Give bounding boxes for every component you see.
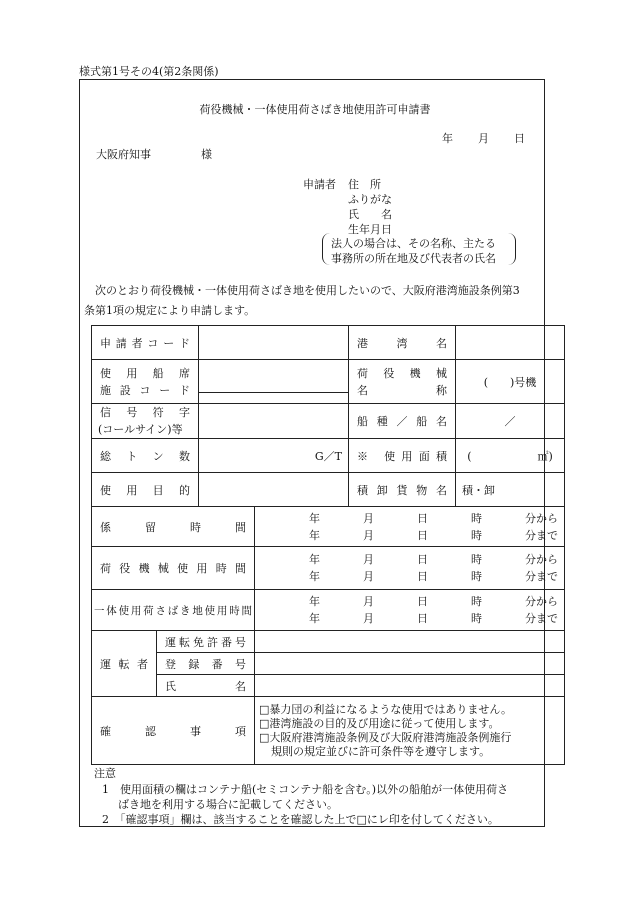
ship-type-field[interactable]: ／ (456, 404, 565, 439)
purpose-field[interactable] (199, 473, 349, 507)
applicant-code-label: 申請者コード (92, 326, 199, 360)
berth-code-label: 使用船席 施設コード (92, 360, 199, 404)
port-name-label: 港湾名 (349, 326, 456, 360)
form-code: 様式第1号その4(第2条関係) (79, 65, 219, 78)
signal-field[interactable] (199, 404, 349, 439)
machine-unit-field[interactable]: ( )号機 (456, 360, 565, 404)
mooring-time-field[interactable]: 年 月 日 時 分から 年 月 日 時 分まで (255, 507, 565, 547)
operator-label: 運転者 (92, 631, 157, 697)
signal-label: 信号符字 (コールサイン)等 (92, 404, 199, 439)
cargo-field[interactable]: 積・卸 (456, 473, 565, 507)
note-2: 2 「確認事項」欄は、該当することを確認した上で□にレ印を付してください。 (102, 813, 499, 826)
license-field[interactable] (255, 631, 565, 653)
confirm-checkbox-1[interactable]: □暴力団の利益になるような使用ではありません。 (259, 702, 513, 716)
addressee-suffix: 様 (201, 148, 212, 161)
registration-field[interactable] (255, 653, 565, 675)
yard-time-field[interactable]: 年 月 日 時 分から 年 月 日 時 分まで (255, 590, 565, 631)
addressee: 大阪府知事 (96, 148, 151, 161)
operator-name-field[interactable] (255, 675, 565, 697)
tonnage-field[interactable]: G／T (199, 439, 349, 473)
machine-time-label: 荷役機械使用時間 (92, 547, 255, 590)
confirm-items (255, 697, 565, 765)
area-label: ※ 使用面積 (349, 439, 456, 473)
license-label: 運転免許番号 (157, 631, 255, 653)
date-year: 年 (442, 132, 453, 145)
confirm-label: 確認事項 (92, 697, 255, 765)
confirm-checkbox-3[interactable]: □大阪府港湾施設条例及び大阪府港湾施設条例施行 (259, 730, 512, 744)
note-1-continued: ばき地を利用する場合に記載してください。 (118, 798, 338, 811)
applicant-furigana-label: ふりがな (348, 193, 392, 206)
applicant-name-label: 氏 名 (348, 208, 392, 221)
note-1: 1 使用面積の欄はコンテナ船(セミコンテナ船を含む。)以外の船舶が一体使用荷さ (102, 783, 509, 796)
operator-name-label: 氏 名 (157, 675, 255, 697)
ship-type-label: 船種／船名 (349, 404, 456, 439)
confirm-item-3-continued: 規則の規定並びに許可条件等を遵守します。 (271, 744, 491, 758)
applicant-address-label: 住 所 (348, 178, 381, 191)
application-table (91, 325, 565, 765)
applicant-code-field[interactable] (199, 326, 349, 360)
berth-code-field[interactable] (199, 360, 349, 404)
purpose-label: 使用目的 (92, 473, 199, 507)
port-name-field[interactable] (456, 326, 565, 360)
corporate-note-line2: 事務所の所在地及び代表者の氏名 (331, 252, 496, 265)
corporate-note-line1: 法人の場合は、その名称、主たる (331, 237, 496, 250)
cargo-label: 積卸貨物名 (349, 473, 456, 507)
mooring-time-label: 係留時間 (92, 507, 255, 547)
form-title: 荷役機械・一体使用荷さばき地使用許可申請書 (199, 103, 431, 116)
notes-heading: 注意 (94, 767, 116, 780)
date-day: 日 (514, 132, 525, 145)
confirm-checkbox-2[interactable]: □港湾施設の目的及び用途に従って使用します。 (259, 716, 500, 730)
applicant-label: 申請者 (303, 178, 336, 191)
registration-label: 登録番号 (157, 653, 255, 675)
applicant-birth-label: 生年月日 (348, 223, 392, 236)
tonnage-label: 総トン数 (92, 439, 199, 473)
intro-line1: 次のとおり荷役機械・一体使用荷さばき地を使用したいので、大阪府港湾施設条例第3 (95, 284, 520, 297)
area-field[interactable]: ( ㎡) (456, 439, 565, 473)
date-month: 月 (478, 132, 489, 145)
yard-time-label: 一体使用荷さばき地使用時間 (92, 590, 255, 631)
machine-name-label: 荷役機械 名 称 (349, 360, 456, 404)
machine-time-field[interactable]: 年 月 日 時 分から 年 月 日 時 分まで (255, 547, 565, 590)
intro-line2: 条第1項の規定により申請します。 (84, 304, 256, 317)
